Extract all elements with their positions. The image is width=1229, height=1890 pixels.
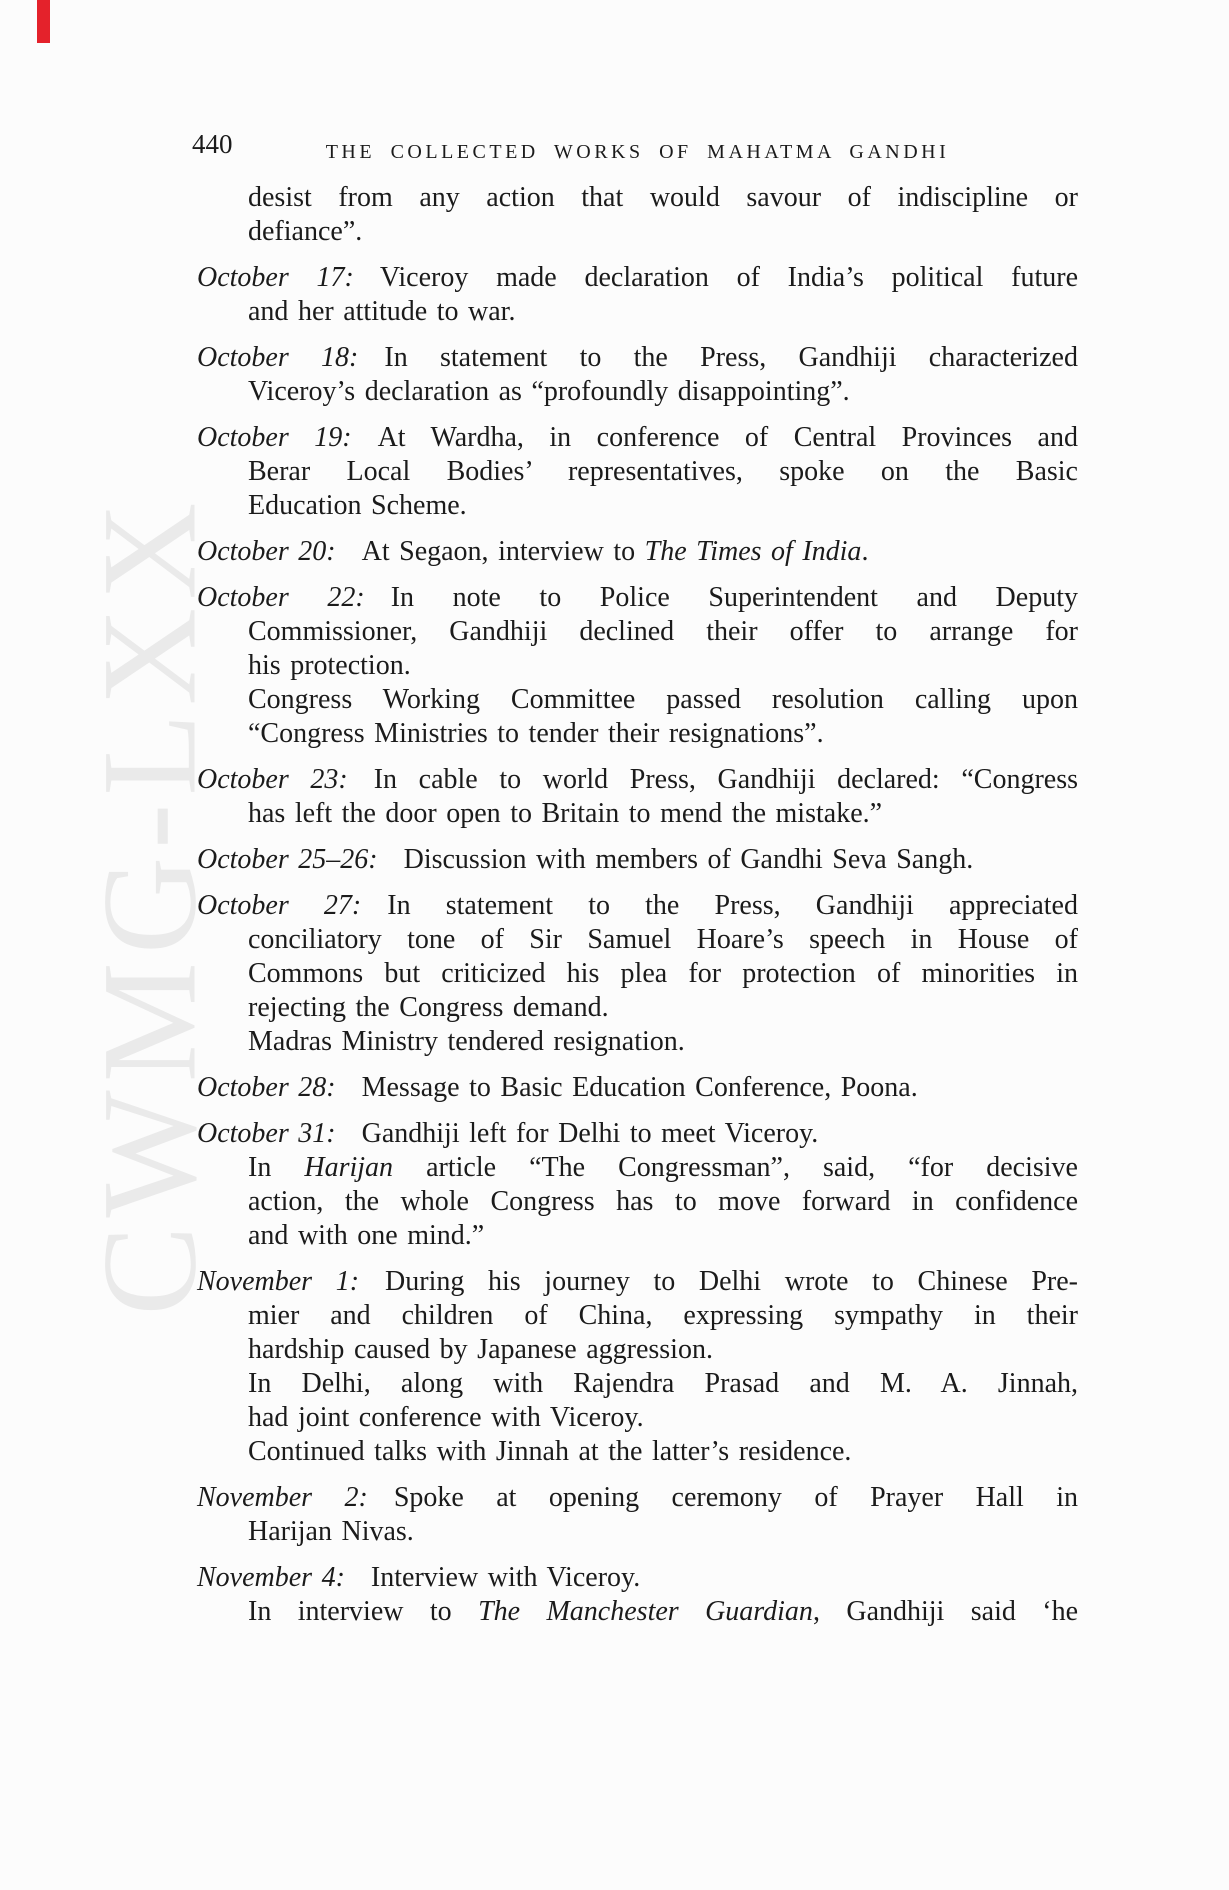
italic-text-segment: The Manchester Guardian — [478, 1596, 813, 1627]
chronology-entry — [197, 763, 1078, 831]
entry-date: October 23: — [197, 764, 348, 795]
text-line — [248, 649, 1078, 683]
text-segment: In statement to the Press, Gandhiji appreciated — [387, 890, 1078, 921]
chronology-entry — [197, 535, 1078, 569]
text-line — [248, 1401, 1078, 1435]
text-line — [197, 763, 1078, 797]
chronology-entry — [197, 889, 1078, 1059]
watermark: CWMG-LXX — [75, 494, 225, 1316]
text-segment: Discussion with members of Gandhi Seva Sangh. — [403, 844, 974, 875]
chronology-entry — [197, 581, 1078, 751]
entry-date: October 28: — [197, 1072, 336, 1103]
chronology-entry — [197, 181, 1078, 249]
running-title: THE COLLECTED WORKS OF MAHATMA GANDHI — [325, 141, 950, 163]
entry-date: November 1: — [197, 1266, 360, 1297]
text-line — [197, 889, 1078, 923]
text-line — [248, 489, 1078, 523]
text-line — [248, 1595, 1078, 1629]
text-segment: and her attitude to war. — [248, 296, 516, 327]
text-segment: , Gandhiji said ‘he — [812, 1596, 1079, 1627]
text-line — [248, 1219, 1078, 1253]
entry-date: November 2: — [197, 1482, 368, 1513]
entry-date: October 25–26: — [197, 844, 378, 875]
chronology-entry — [197, 1117, 1078, 1253]
text-line — [197, 1071, 1078, 1105]
text-line — [248, 455, 1078, 489]
chronology-entry — [197, 1561, 1078, 1629]
text-segment: Commons but criticized his plea for protection of minorities in — [248, 958, 1078, 989]
chronology-entry — [197, 261, 1078, 329]
text-segment: Spoke at opening ceremony of Prayer Hall in — [393, 1482, 1078, 1513]
text-line — [248, 991, 1078, 1025]
text-line — [248, 295, 1078, 329]
text-segment: At Wardha, in conference of Central Provinces and — [377, 422, 1078, 453]
text-line — [248, 717, 1078, 751]
text-line — [248, 181, 1078, 215]
text-segment: Gandhiji left for Delhi to meet Viceroy. — [361, 1118, 819, 1149]
text-segment: desist from any action that would savour of indiscipline or — [248, 182, 1078, 213]
text-segment: had joint conference with Viceroy. — [248, 1402, 644, 1433]
entry-date: October 20: — [197, 536, 336, 567]
text-segment: has left the door open to Britain to mend the mistake.” — [248, 798, 883, 829]
text-segment: . — [861, 536, 869, 567]
text-line — [248, 1151, 1078, 1185]
text-segment: defiance”. — [248, 216, 363, 247]
italic-text-segment: The Times of India — [644, 536, 862, 567]
text-segment: In interview to — [248, 1596, 479, 1627]
text-segment: Viceroy’s declaration as “profoundly disappointing”. — [248, 376, 850, 407]
text-segment: In cable to world Press, Gandhiji declared: “Congress — [373, 764, 1078, 795]
text-segment: and with one mind.” — [248, 1220, 485, 1251]
text-line — [248, 375, 1078, 409]
text-segment: Madras Ministry tendered resignation. — [248, 1026, 685, 1057]
text-line — [248, 615, 1078, 649]
text-line — [248, 683, 1078, 717]
text-line — [248, 923, 1078, 957]
text-line — [197, 1265, 1078, 1299]
chronology-entry — [197, 341, 1078, 409]
text-segment: Continued talks with Jinnah at the latter’s residence. — [248, 1436, 852, 1467]
text-segment: Commissioner, Gandhiji declined their offer to arrange for — [248, 616, 1078, 647]
text-line — [248, 1333, 1078, 1367]
text-line — [197, 261, 1078, 295]
text-segment: “Congress Ministries to tender their resignations”. — [248, 718, 824, 749]
text-segment: Harijan Nivas. — [248, 1516, 414, 1547]
text-segment: Viceroy made declaration of India’s political future — [379, 262, 1079, 293]
text-segment: Education Scheme. — [248, 490, 467, 521]
chronology-text — [197, 181, 1078, 1629]
red-edge-mark — [37, 0, 50, 43]
text-segment: article “The Congressman”, said, “for decisive — [393, 1152, 1078, 1183]
entry-date: November 4: — [197, 1562, 345, 1593]
italic-text-segment: Harijan — [304, 1152, 394, 1183]
text-line — [248, 957, 1078, 991]
text-line — [197, 843, 1078, 877]
text-segment: In statement to the Press, Gandhiji characterized — [384, 342, 1078, 373]
text-segment: his protection. — [248, 650, 411, 681]
text-segment: In note to Police Superintendent and Deputy — [390, 582, 1078, 613]
text-line — [248, 797, 1078, 831]
text-line — [248, 1367, 1078, 1401]
text-segment: At Segaon, interview to — [361, 536, 645, 567]
text-line — [248, 1185, 1078, 1219]
text-segment: mier and children of China, expressing sympathy in their — [248, 1300, 1078, 1331]
text-line — [248, 1299, 1078, 1333]
text-segment: Message to Basic Education Conference, Poona. — [361, 1072, 918, 1103]
text-segment: In Delhi, along with Rajendra Prasad and M. A. Jinnah, — [248, 1368, 1078, 1399]
chronology-entry — [197, 1071, 1078, 1105]
chronology-entry — [197, 843, 1078, 877]
text-line — [197, 421, 1078, 455]
text-segment: conciliatory tone of Sir Samuel Hoare’s speech in House of — [248, 924, 1078, 955]
text-line — [197, 535, 1078, 569]
entry-date: October 17: — [197, 262, 354, 293]
text-line — [197, 581, 1078, 615]
chronology-entry — [197, 1481, 1078, 1549]
entry-date: October 27: — [197, 890, 362, 921]
page-number: 440 — [192, 129, 233, 159]
text-segment: Interview with Viceroy. — [370, 1562, 641, 1593]
entry-date: October 31: — [197, 1118, 336, 1149]
chronology-entry — [197, 1265, 1078, 1469]
entry-date: October 18: — [197, 342, 359, 373]
text-line — [248, 1435, 1078, 1469]
chronology-entry — [197, 421, 1078, 523]
text-line — [197, 1561, 1078, 1595]
text-line — [248, 215, 1078, 249]
text-line — [248, 1025, 1078, 1059]
text-segment: During his journey to Delhi wrote to Chinese Pre- — [385, 1266, 1078, 1297]
text-segment: action, the whole Congress has to move forward in confidence — [248, 1186, 1078, 1217]
entry-date: October 19: — [197, 422, 352, 453]
text-segment: Berar Local Bodies’ representatives, spoke on the Basic — [248, 456, 1078, 487]
text-segment: rejecting the Congress demand. — [248, 992, 609, 1023]
text-segment: hardship caused by Japanese aggression. — [248, 1334, 713, 1365]
text-line — [197, 1117, 1078, 1151]
text-line — [197, 1481, 1078, 1515]
text-line — [197, 341, 1078, 375]
entry-date: October 22: — [197, 582, 365, 613]
text-segment: Congress Working Committee passed resolution calling upon — [248, 684, 1078, 715]
text-segment: In — [248, 1152, 305, 1183]
text-line — [248, 1515, 1078, 1549]
